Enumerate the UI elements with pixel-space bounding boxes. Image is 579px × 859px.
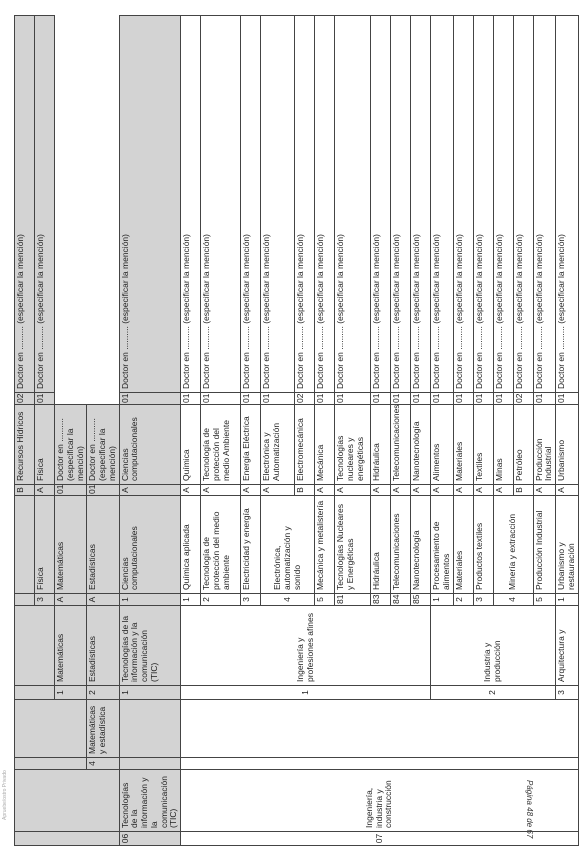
program-letter-cell: A [371, 485, 391, 496]
page-number: Página 48 de 67 [525, 780, 534, 839]
program-name-cell: Alimentos [431, 405, 454, 485]
degree-cell [533, 16, 556, 393]
degree-prefix: Doctor en .......... [431, 326, 442, 389]
degree-mention: (especificar la mención) [473, 234, 484, 324]
degree-cell [261, 16, 295, 393]
program-letter-cell: A [241, 485, 261, 496]
detail-code-cell: 5 [533, 594, 556, 606]
area-code-cell [181, 758, 579, 770]
program-letter-cell: A [493, 485, 513, 496]
program-letter-cell: A [315, 485, 335, 496]
subarea-name-cell [15, 606, 55, 686]
detail-code-cell: 84 [391, 594, 411, 606]
degree-cell [431, 16, 454, 393]
table-row [15, 16, 35, 846]
detail-name-cell: Nanotecnología [411, 496, 431, 594]
program-letter-cell: A [411, 485, 431, 496]
detail-name-cell: Materiales [453, 496, 473, 594]
detail-name-cell: Minería y extracción [493, 496, 533, 594]
detail-code-cell: 3 [473, 594, 493, 606]
detail-name-cell: Tecnología de protección del medio ambiente [201, 496, 241, 594]
degree-prefix: Doctor en .......... [473, 326, 484, 389]
program-name-cell: Electromecánica [295, 405, 315, 485]
program-code-cell: 01 [473, 393, 493, 405]
program-letter-cell: A [473, 485, 493, 496]
program-letter-cell: A [391, 485, 411, 496]
degree-mention: (especificar la mención) [15, 234, 25, 324]
program-name-cell: Petróleo [513, 405, 533, 485]
degree-prefix: Doctor en .......... [493, 326, 504, 389]
detail-name-cell: Electrónica, automatización y sonido [261, 496, 315, 594]
degree-prefix: Doctor en .......... [335, 326, 346, 389]
subarea-code-cell: 3 [556, 686, 579, 700]
degree-mention: (especificar la mención) [181, 234, 192, 324]
degree-mention: (especificar la mención) [261, 234, 272, 324]
detail-code-cell: 1 [431, 594, 454, 606]
program-name-cell: Estadísticas [87, 496, 119, 594]
degree-mention: (especificar la mención) [315, 234, 326, 324]
degree-cell [315, 16, 335, 393]
degree-cell [411, 16, 431, 393]
detail-code-cell: 3 [35, 594, 55, 606]
degree-cell [201, 16, 241, 393]
detail-code-cell: 1 [119, 594, 181, 606]
program-letter-cell: A [261, 485, 295, 496]
program-name-cell: Tecnología de protección del medio Ambiente [201, 405, 241, 485]
program-name-cell: Tecnologías nucleares y energéticas [335, 405, 371, 485]
program-name-cell: Matemáticas [55, 496, 87, 594]
degree-cell [295, 16, 315, 393]
degree-cell [35, 16, 55, 393]
degree-prefix: Doctor en .......... [181, 326, 192, 389]
program-letter-cell: A [431, 485, 454, 496]
degree-mention: (especificar la mención) [513, 234, 524, 324]
detail-code-cell: 2 [201, 594, 241, 606]
subarea-code-cell: 1 [181, 686, 431, 700]
degree-mention: (especificar la mención) [295, 234, 306, 324]
table-row [119, 16, 181, 846]
degree-cell [371, 16, 391, 393]
detail-name-cell [15, 496, 35, 594]
degree-cell [513, 16, 533, 393]
detail-name-cell: Productos textiles [473, 496, 493, 594]
program-code-cell: 01 [181, 393, 201, 405]
degree-prefix: Doctor en .......... [513, 326, 524, 389]
program-letter-cell: A [119, 485, 181, 496]
table-row [87, 16, 119, 846]
degree-prefix: Doctor en .......... [201, 326, 212, 389]
degree-cell [55, 405, 87, 485]
degree-prefix: Doctor en .......... [261, 326, 272, 389]
degree-cell [556, 16, 579, 393]
program-name-cell: Energía Eléctrica [241, 405, 261, 485]
degree-prefix: Doctor en .......... [87, 418, 98, 481]
degree-mention: (especificar la mención) [64, 428, 85, 481]
degree-mention: (especificar la mención) [201, 234, 212, 324]
program-name-cell: Física [35, 405, 55, 485]
degree-prefix: Doctor en .......... [556, 326, 567, 389]
program-code-cell: 01 [533, 393, 556, 405]
page-label [2, 760, 10, 820]
degree-mention: (especificar la mención) [335, 234, 346, 324]
degree-prefix: Doctor en .......... [371, 326, 382, 389]
degree-mention: (especificar la mención) [35, 234, 45, 324]
program-letter-cell: B [15, 485, 35, 496]
program-name-cell: Producción Industrial [533, 405, 556, 485]
program-code-cell: 01 [119, 393, 181, 405]
program-code-cell: 01 [87, 485, 119, 496]
program-code-cell: 01 [391, 393, 411, 405]
detail-code-cell: 83 [371, 594, 391, 606]
program-code-cell: 02 [513, 393, 533, 405]
program-letter-cell: B [513, 485, 533, 496]
degree-mention: (especificar la mención) [493, 234, 504, 324]
program-name-cell: Mecánica [315, 405, 335, 485]
detail-code-cell: 1 [181, 594, 201, 606]
subarea-name-cell: Matemáticas y estadística [87, 700, 119, 758]
degree-cell [473, 16, 493, 393]
field-code-cell: 07 [181, 832, 579, 846]
program-code-cell: 01 [493, 393, 513, 405]
subarea-name-cell: Ingeniería y profesiones afines [181, 606, 431, 686]
detail-name-cell: Estadísticas [87, 606, 119, 686]
program-name-cell: Minas [493, 405, 513, 485]
program-letter-cell: A [453, 485, 473, 496]
detail-name-cell: Matemáticas [55, 606, 87, 686]
detail-code-cell: 1 [55, 686, 87, 700]
program-code-cell: 01 [241, 393, 261, 405]
degree-cell [119, 16, 181, 393]
degree-prefix: Doctor en .......... [453, 326, 464, 389]
program-name-cell: Ciencias computacionales [119, 405, 181, 485]
program-name-cell: Materiales [453, 405, 473, 485]
subarea-code-cell: 1 [119, 686, 181, 700]
program-table [14, 15, 579, 846]
program-code-cell: 01 [453, 393, 473, 405]
detail-name-cell: Hidráulica [371, 496, 391, 594]
detail-name-cell: Tecnologías Nucleares y Energéticas [335, 496, 371, 594]
program-letter-cell: A [181, 485, 201, 496]
detail-code-cell: 4 [261, 594, 315, 606]
degree-prefix: Doctor en .......... [119, 326, 130, 389]
field-name-cell: Tecnologías de la información y la comunicación (TIC) [119, 770, 181, 832]
program-letter-cell: A [35, 485, 55, 496]
subarea-name-cell: Tecnologías de la información y la comunicación (TIC) [119, 606, 181, 686]
detail-code-cell: 85 [411, 594, 431, 606]
subarea-code-cell: 2 [431, 686, 556, 700]
detail-code-cell: 81 [335, 594, 371, 606]
program-code-cell: 01 [35, 393, 55, 405]
detail-name-cell: Ciencias computacionales [119, 496, 181, 594]
detail-name-cell: Química aplicada [181, 496, 201, 594]
program-letter-cell: A [55, 594, 87, 606]
degree-cell [391, 16, 411, 393]
table-row [181, 16, 201, 846]
detail-code-cell: 2 [87, 686, 119, 700]
field-code-cell: 06 [119, 832, 181, 846]
degree-prefix: Doctor en .......... [295, 326, 306, 389]
detail-name-cell: Procesamiento de alimentos [431, 496, 454, 594]
degree-mention: (especificar la mención) [453, 234, 464, 324]
degree-mention: (especificar la mención) [371, 234, 382, 324]
degree-mention: (especificar la mención) [97, 428, 117, 481]
field-name-cell: Ingeniería, industria y construcción [181, 770, 579, 832]
program-code-cell: 01 [315, 393, 335, 405]
detail-code-cell: 4 [493, 594, 533, 606]
degree-prefix: Doctor en .......... [35, 326, 45, 389]
degree-prefix: Doctor en .......... [15, 326, 25, 389]
detail-code-cell: 1 [556, 594, 579, 606]
detail-name-cell: Física [35, 496, 55, 594]
degree-cell [335, 16, 371, 393]
degree-prefix: Doctor en .......... [315, 326, 326, 389]
detail-code-cell [15, 594, 35, 606]
area-code-cell [119, 758, 181, 770]
program-code-cell: 02 [295, 393, 315, 405]
program-letter-cell: B [295, 485, 315, 496]
degree-cell [241, 16, 261, 393]
degree-mention: (especificar la mención) [533, 234, 544, 324]
program-code-cell: 01 [431, 393, 454, 405]
degree-mention: (especificar la mención) [431, 234, 442, 324]
program-code-cell: 01 [556, 393, 579, 405]
field-name-cell [15, 770, 120, 832]
degree-cell [15, 16, 35, 393]
detail-name-cell: Mecánica y metalistería [315, 496, 335, 594]
field-code-cell [15, 832, 120, 846]
program-code-cell: 01 [261, 393, 295, 405]
area-name-cell [15, 700, 87, 758]
degree-cell [181, 16, 201, 393]
subarea-code-cell: 4 [87, 758, 119, 770]
degree-prefix: Doctor en .......... [533, 326, 544, 389]
degree-cell [87, 405, 119, 485]
degree-mention: (especificar la mención) [119, 234, 130, 324]
program-name-cell: Recursos Hídricos [15, 405, 35, 485]
program-letter-cell: A [556, 485, 579, 496]
detail-name-cell: Electricidad y energía [241, 496, 261, 594]
program-name-cell: Química [181, 405, 201, 485]
program-letter-cell: A [533, 485, 556, 496]
degree-prefix: Doctor en .......... [411, 326, 422, 389]
degree-mention: (especificar la mención) [411, 234, 422, 324]
page-label-text: Apruebe/ostro Privado [2, 770, 8, 820]
area-code-cell [15, 758, 87, 770]
degree-prefix: Doctor en .......... [241, 326, 252, 389]
detail-name-cell: Producción Industrial [533, 496, 556, 594]
program-code-cell: 01 [335, 393, 371, 405]
detail-name-cell: Telecomunicaciones [391, 496, 411, 594]
detail-code-cell: 3 [241, 594, 261, 606]
area-name-cell [181, 700, 579, 758]
program-name-cell: Urbanismo [556, 405, 579, 485]
program-code-cell: 02 [15, 393, 35, 405]
degree-mention: (especificar la mención) [556, 234, 567, 324]
degree-prefix: Doctor en .......... [391, 326, 402, 389]
program-code-cell: 01 [55, 485, 87, 496]
subarea-name-cell: Industria y producción [431, 606, 556, 686]
program-name-cell: Telecomunicaciones [391, 405, 411, 485]
degree-cell [493, 16, 513, 393]
program-code-cell: 01 [201, 393, 241, 405]
program-letter-cell: A [335, 485, 371, 496]
program-letter-cell: A [201, 485, 241, 496]
degree-mention: (especificar la mención) [391, 234, 402, 324]
subarea-code-cell [15, 686, 55, 700]
program-name-cell: Hidráulica [371, 405, 391, 485]
detail-name-cell: Urbanismo y restauración [556, 496, 579, 594]
degree-prefix: Doctor en .......... [55, 418, 65, 481]
program-name-cell: Electrónica y Automatización [261, 405, 295, 485]
program-name-cell: Textiles [473, 405, 493, 485]
program-code-cell: 01 [411, 393, 431, 405]
program-letter-cell: A [87, 594, 119, 606]
area-name-cell [119, 700, 181, 758]
program-code-cell: 01 [371, 393, 391, 405]
program-name-cell: Nanotecnología [411, 405, 431, 485]
subarea-name-cell: Arquitectura y [556, 606, 579, 686]
detail-code-cell: 2 [453, 594, 473, 606]
detail-code-cell: 5 [315, 594, 335, 606]
degree-cell [453, 16, 473, 393]
degree-mention: (especificar la mención) [241, 234, 252, 324]
